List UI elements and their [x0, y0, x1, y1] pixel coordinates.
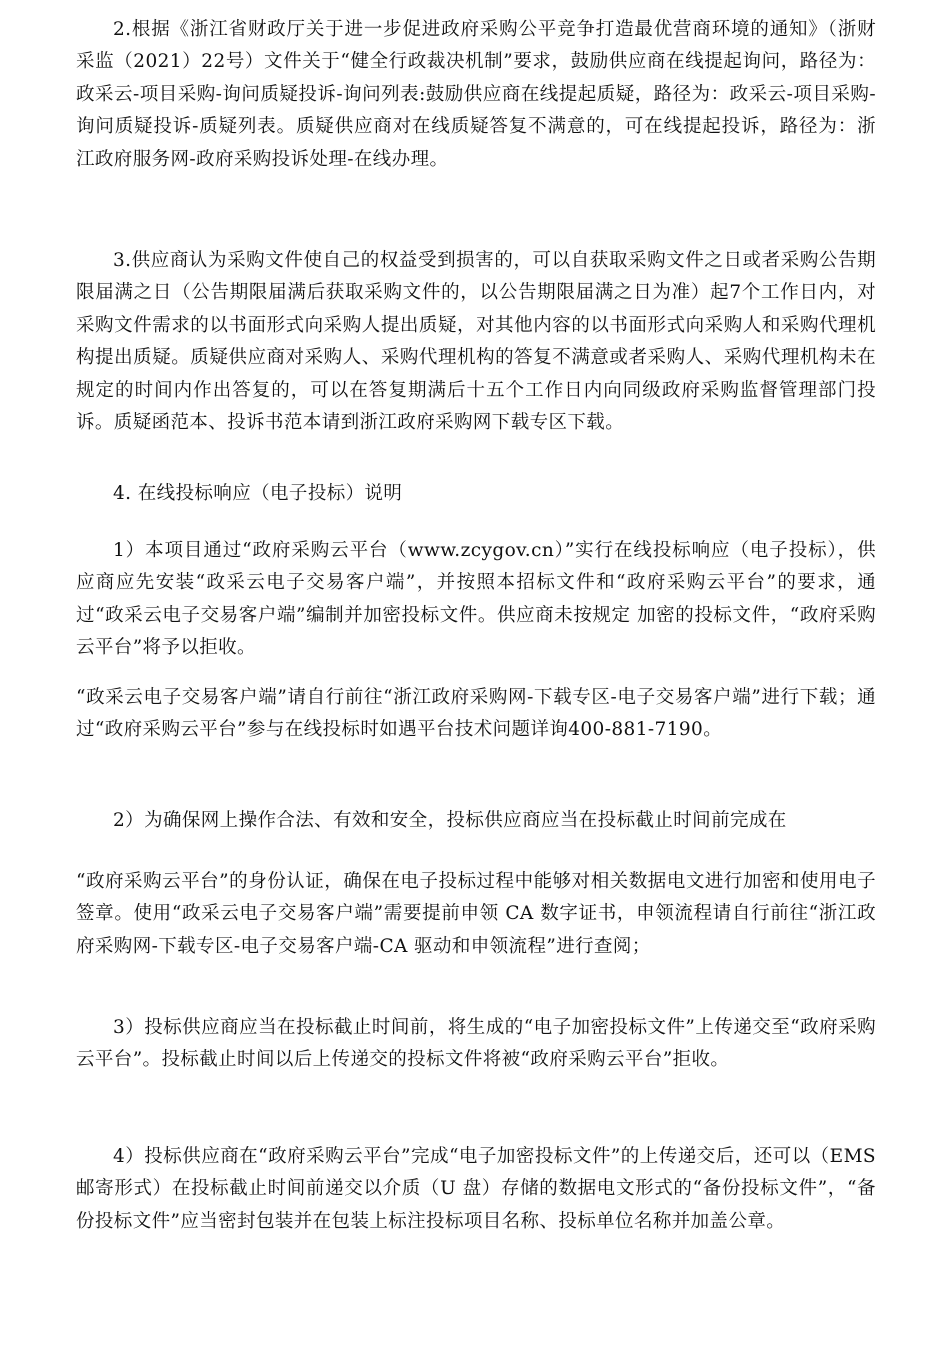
- paragraph-client-download: “政采云电子交易客户端”请自行前往“浙江政府采购网-下载专区-电子交易客户端”进行下载；通过“政府采购云平台”参与在线投标时如遇平台技术问题详询400-881-7190。: [76, 687, 876, 741]
- paragraph-online-bidding-3: 3）投标供应商应当在投标截止时间前，将生成的“电子加密投标文件”上传递交至“政府采购云平台”。投标截止时间以后上传递交的投标文件将被“政府采购云平台”拒收。: [76, 1017, 876, 1071]
- paragraph-online-bidding-4: 4）投标供应商在“政府采购云平台”完成“电子加密投标文件”的上传递交后，还可以（EMS 邮寄形式）在投标截止时间前递交以介质（U 盘）存储的数据电文形式的“备份投标文件”，“备份投标文件”应当密封包装并在包装上标注投标项目名称、投标单位名称并加盖公章。: [76, 1146, 876, 1232]
- paragraph-item-2: 2.根据《浙江省财政厅关于进一步促进政府采购公平竞争打造最优营商环境的通知》（浙财采监（2021）22号）文件关于“健全行政裁决机制”要求，鼓励供应商在线提起询问，路径为：政采云-项目采购-询问质疑投诉-询问列表:鼓励供应商在线提起质疑，路径为：政采云-项目采购-询问质疑投诉-质疑列表。质疑供应商对在线质疑答复不满意的，可在线提起投诉，路径为：浙江政府服务网-政府采购投诉处理-在线办理。: [76, 19, 876, 170]
- paragraph-identity-certification: “政府采购云平台”的身份认证，确保在电子投标过程中能够对相关数据电文进行加密和使用电子签章。使用“政采云电子交易客户端”需要提前申领 CA 数字证书，申领流程请自行前往“浙江政府采购网-下载专区-电子交易客户端-CA 驱动和申领流程”进行查阅；: [76, 871, 876, 957]
- paragraph-item-3: 3.供应商认为采购文件使自己的权益受到损害的，可以自获取采购文件之日或者采购公告期限届满之日（公告期限届满后获取采购文件的，以公告期限届满之日为准）起7个工作日内，对采购文件需求的以书面形式向采购人提出质疑，对其他内容的以书面形式向采购人和采购代理机构提出质疑。质疑供应商对采购人、采购代理机构的答复不满意或者采购人、采购代理机构未在规定的时间内作出答复的，可以在答复期满后十五个工作日内向同级政府采购监督管理部门投诉。质疑函范本、投诉书范本请到浙江政府采购网下载专区下载。: [76, 250, 876, 434]
- paragraph-online-bidding-2: 2）为确保网上操作合法、有效和安全，投标供应商应当在投标截止时间前完成在: [113, 810, 787, 831]
- section-heading-online-bidding: 4. 在线投标响应（电子投标）说明: [113, 483, 403, 504]
- paragraph-online-bidding-1: 1）本项目通过“政府采购云平台（www.zcygov.cn）”实行在线投标响应（电子投标），供应商应先安装“政采云电子交易客户端”，并按照本招标文件和“政府采购云平台”的要求，通过“政采云电子交易客户端”编制并加密投标文件。供应商未按规定 加密的投标文件，“政府采购云平台”将予以拒收。: [76, 540, 876, 659]
